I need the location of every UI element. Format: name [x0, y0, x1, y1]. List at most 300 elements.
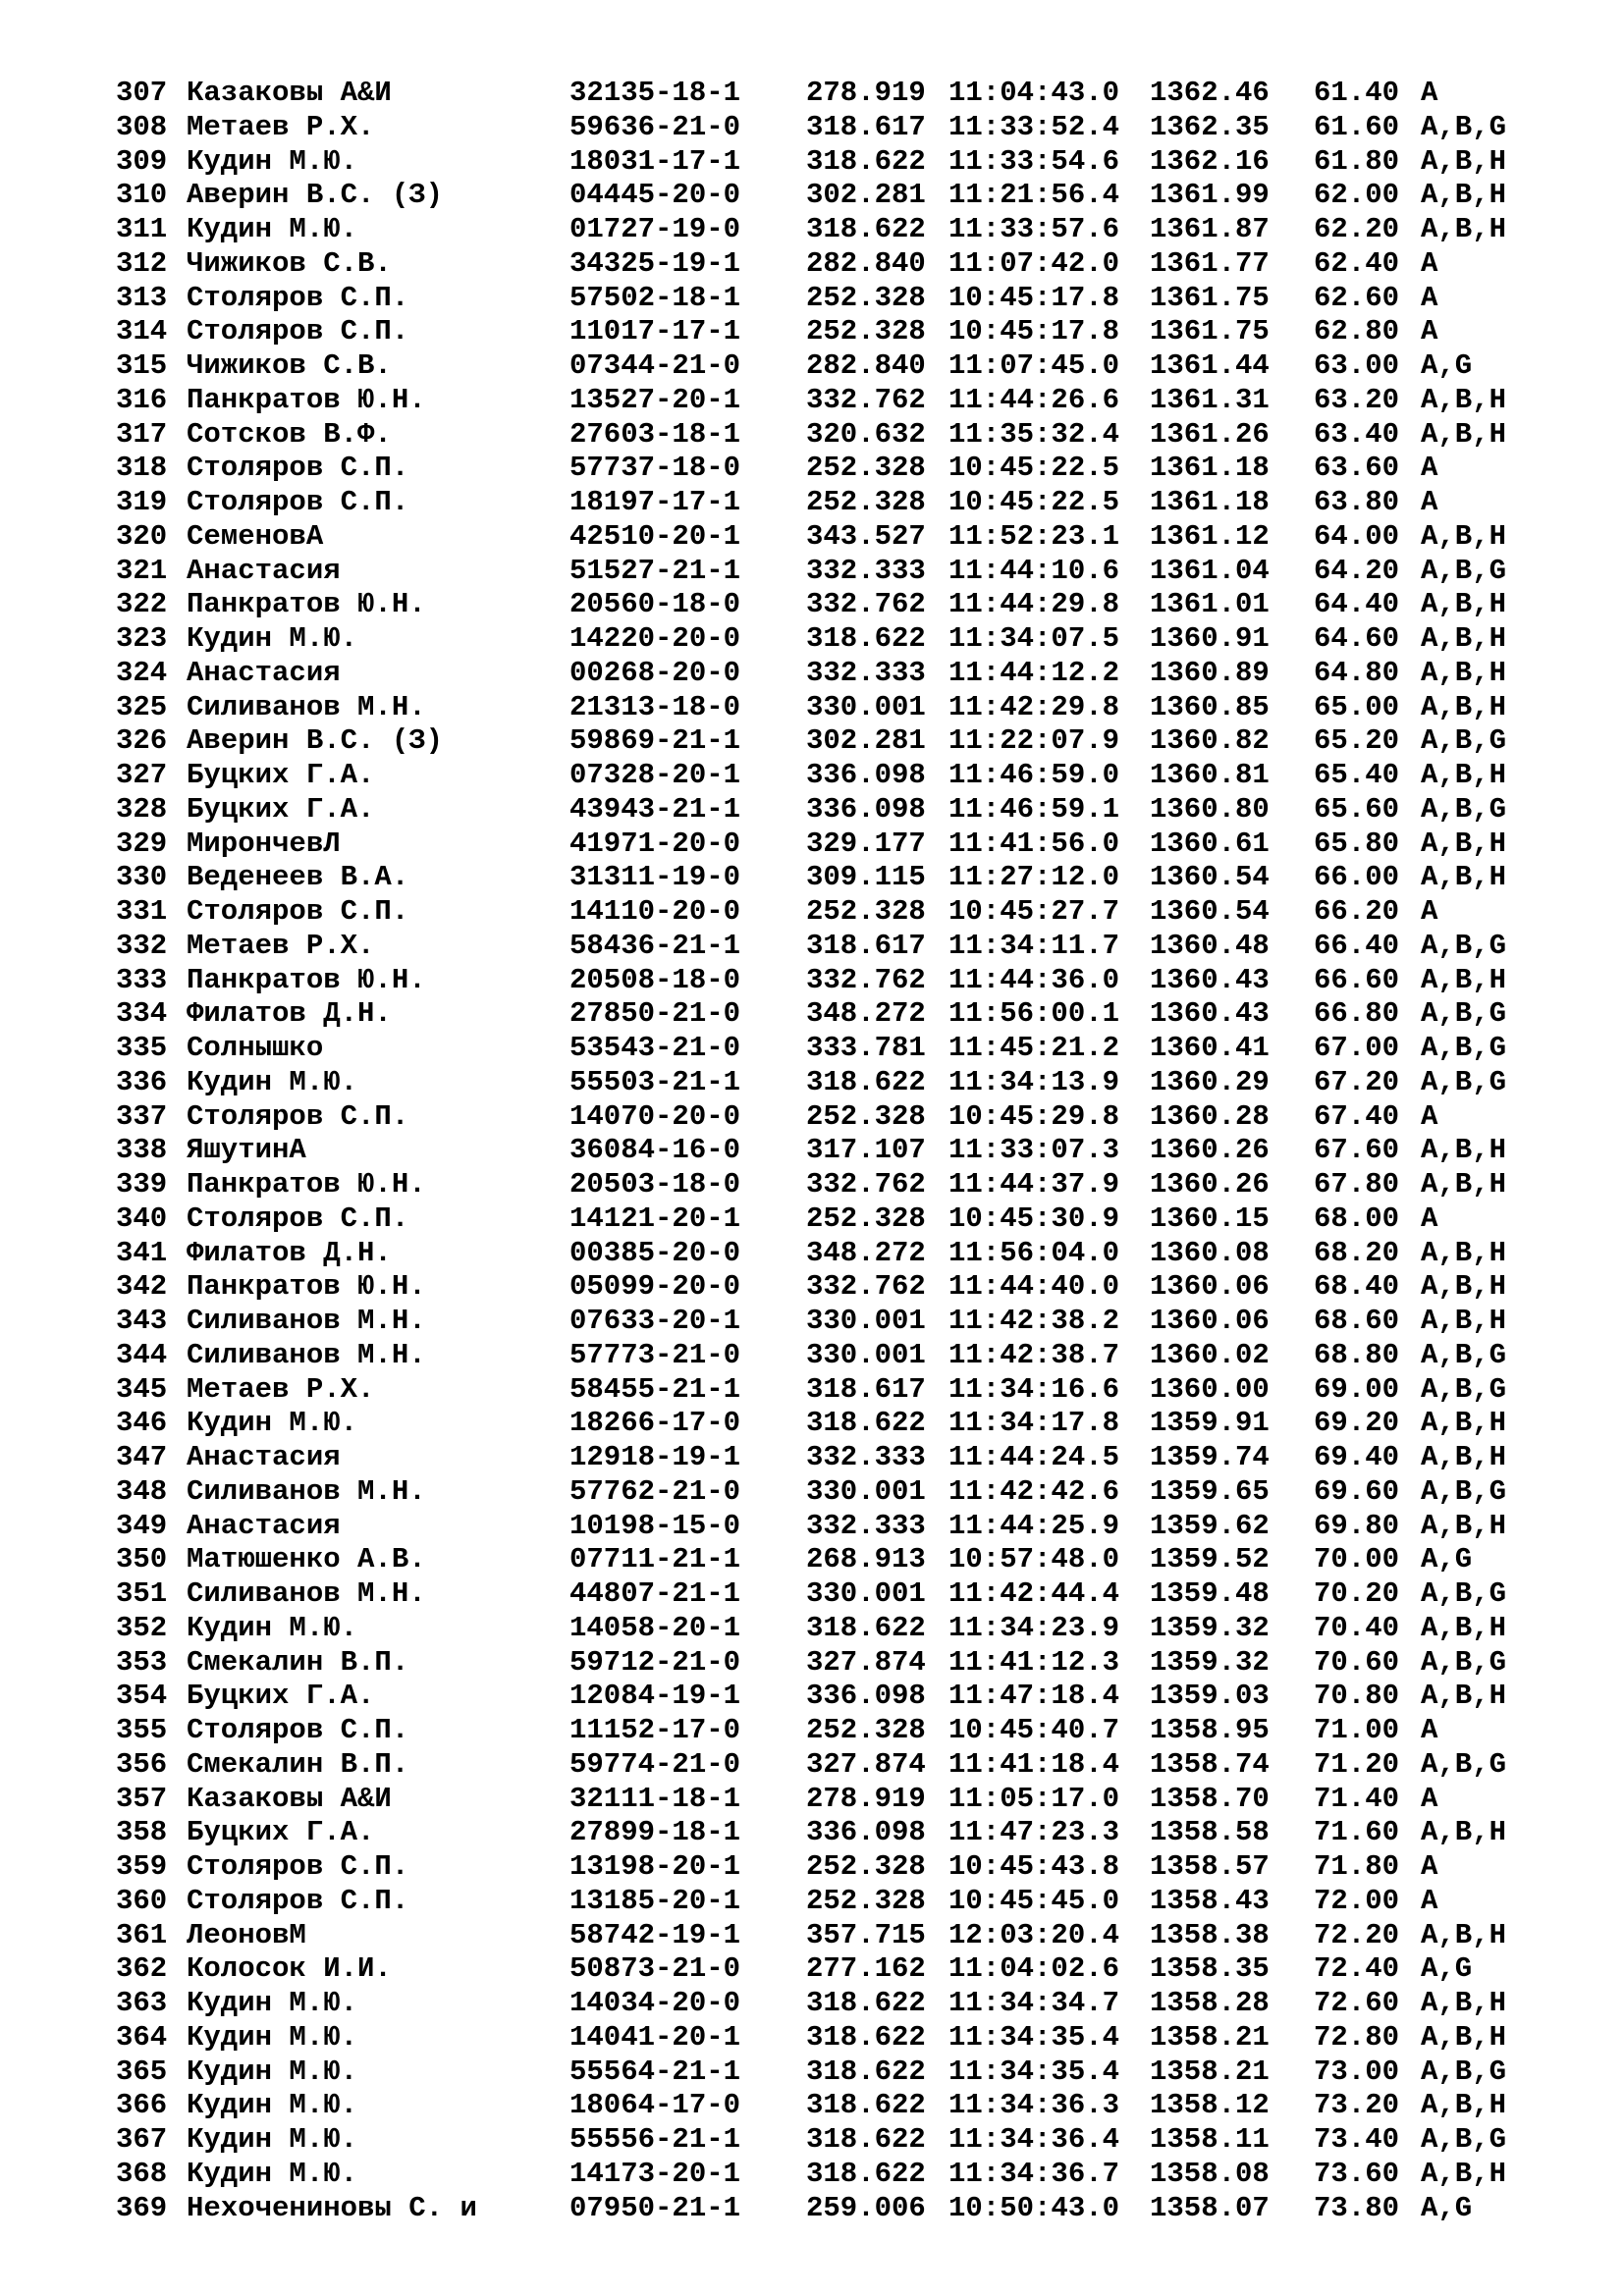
classes: A,B,H — [1421, 656, 1507, 689]
place-number: 360 — [116, 1884, 168, 1917]
classes: A — [1421, 281, 1438, 314]
classes: A,B,H — [1421, 1509, 1507, 1542]
points: 63.20 — [1314, 383, 1400, 416]
distance: 332.762 — [806, 1168, 926, 1201]
place-number: 319 — [116, 486, 168, 518]
speed: 1360.15 — [1150, 1201, 1270, 1235]
place-number: 322 — [116, 588, 168, 621]
distance: 318.622 — [806, 1407, 926, 1440]
arrival-time: 11:34:23.9 — [948, 1611, 1120, 1644]
arrival-time: 11:34:07.5 — [948, 622, 1120, 655]
classes: A,G — [1421, 1952, 1473, 1986]
arrival-time: 11:04:43.0 — [948, 77, 1120, 109]
distance: 332.762 — [806, 963, 926, 996]
speed: 1358.95 — [1150, 1714, 1270, 1746]
place-number: 326 — [116, 724, 168, 758]
ring-number: 01727-19-0 — [569, 213, 741, 245]
fancier-name: Смекалин В.П. — [187, 1747, 409, 1781]
result-row — [0, 1952, 1624, 1987]
ring-number: 58742-19-1 — [569, 1918, 741, 1951]
fancier-name: Анастасия — [187, 1509, 341, 1542]
arrival-time: 11:41:12.3 — [948, 1645, 1120, 1679]
fancier-name: Матюшенко А.В. — [187, 1543, 426, 1576]
arrival-time: 10:45:29.8 — [948, 1099, 1120, 1133]
speed: 1360.89 — [1150, 656, 1270, 689]
result-row — [0, 418, 1624, 453]
points: 68.40 — [1314, 1270, 1400, 1304]
ring-number: 00385-20-0 — [569, 1236, 741, 1269]
result-row — [0, 145, 1624, 180]
result-row — [0, 452, 1624, 486]
fancier-name: Кудин М.Ю. — [187, 1407, 358, 1440]
classes: A,B,G — [1421, 724, 1507, 758]
ring-number: 14070-20-0 — [569, 1099, 741, 1133]
distance: 252.328 — [806, 1850, 926, 1883]
fancier-name: Анастасия — [187, 1441, 341, 1473]
result-row — [0, 622, 1624, 657]
place-number: 355 — [116, 1714, 168, 1746]
speed: 1359.48 — [1150, 1577, 1270, 1610]
ring-number: 07950-21-1 — [569, 2191, 741, 2224]
speed: 1359.62 — [1150, 1509, 1270, 1542]
place-number: 323 — [116, 622, 168, 655]
distance: 348.272 — [806, 1236, 926, 1269]
arrival-time: 12:03:20.4 — [948, 1918, 1120, 1951]
distance: 282.840 — [806, 349, 926, 382]
classes: A,B,H — [1421, 1168, 1507, 1201]
points: 69.00 — [1314, 1372, 1400, 1406]
points: 65.20 — [1314, 724, 1400, 758]
speed: 1360.02 — [1150, 1338, 1270, 1371]
result-row — [0, 520, 1624, 555]
arrival-time: 11:34:35.4 — [948, 2020, 1120, 2054]
ring-number: 00268-20-0 — [569, 656, 741, 689]
arrival-time: 11:52:23.1 — [948, 519, 1120, 553]
speed: 1361.01 — [1150, 588, 1270, 621]
place-number: 364 — [116, 2020, 168, 2054]
points: 69.80 — [1314, 1509, 1400, 1542]
speed: 1360.81 — [1150, 759, 1270, 791]
place-number: 361 — [116, 1918, 168, 1951]
classes: A,B,H — [1421, 759, 1507, 791]
fancier-name: СеменовА — [187, 519, 324, 553]
place-number: 342 — [116, 1270, 168, 1304]
speed: 1360.06 — [1150, 1305, 1270, 1337]
speed: 1358.57 — [1150, 1850, 1270, 1883]
points: 71.00 — [1314, 1714, 1400, 1746]
fancier-name: Кудин М.Ю. — [187, 213, 358, 245]
distance: 357.715 — [806, 1918, 926, 1951]
points: 68.60 — [1314, 1305, 1400, 1337]
points: 67.80 — [1314, 1168, 1400, 1201]
speed: 1360.26 — [1150, 1134, 1270, 1167]
points: 65.60 — [1314, 792, 1400, 826]
distance: 317.107 — [806, 1134, 926, 1167]
classes: A,B,H — [1421, 622, 1507, 655]
fancier-name: Кудин М.Ю. — [187, 2020, 358, 2054]
result-row — [0, 1100, 1624, 1135]
arrival-time: 11:56:04.0 — [948, 1236, 1120, 1269]
points: 70.80 — [1314, 1680, 1400, 1713]
arrival-time: 10:45:45.0 — [948, 1884, 1120, 1917]
ring-number: 57773-21-0 — [569, 1338, 741, 1371]
speed: 1358.58 — [1150, 1816, 1270, 1849]
points: 69.20 — [1314, 1407, 1400, 1440]
ring-number: 59774-21-0 — [569, 1747, 741, 1781]
ring-number: 58436-21-1 — [569, 929, 741, 962]
classes: A,B,H — [1421, 179, 1507, 212]
place-number: 340 — [116, 1201, 168, 1235]
points: 71.80 — [1314, 1850, 1400, 1883]
ring-number: 51527-21-1 — [569, 554, 741, 587]
ring-number: 27603-18-1 — [569, 417, 741, 451]
classes: A — [1421, 1714, 1438, 1746]
result-row — [0, 555, 1624, 589]
classes: A,B,H — [1421, 1236, 1507, 1269]
result-row — [0, 1748, 1624, 1783]
speed: 1360.80 — [1150, 792, 1270, 826]
distance: 330.001 — [806, 1474, 926, 1508]
place-number: 359 — [116, 1850, 168, 1883]
classes: A,B,G — [1421, 2123, 1507, 2156]
points: 73.00 — [1314, 2055, 1400, 2088]
speed: 1358.21 — [1150, 2055, 1270, 2088]
distance: 268.913 — [806, 1543, 926, 1576]
distance: 318.617 — [806, 110, 926, 143]
fancier-name: Метаев Р.Х. — [187, 929, 375, 962]
points: 69.40 — [1314, 1441, 1400, 1473]
arrival-time: 10:45:17.8 — [948, 281, 1120, 314]
result-row — [0, 1441, 1624, 1475]
classes: A,B,H — [1421, 2089, 1507, 2122]
arrival-time: 11:44:25.9 — [948, 1509, 1120, 1542]
arrival-time: 11:42:29.8 — [948, 690, 1120, 723]
speed: 1360.43 — [1150, 997, 1270, 1031]
fancier-name: Столяров С.П. — [187, 315, 409, 348]
place-number: 308 — [116, 110, 168, 143]
fancier-name: Столяров С.П. — [187, 895, 409, 928]
fancier-name: Анастасия — [187, 554, 341, 587]
speed: 1359.52 — [1150, 1543, 1270, 1576]
classes: A — [1421, 1099, 1438, 1133]
distance: 330.001 — [806, 1577, 926, 1610]
classes: A,B,G — [1421, 1065, 1507, 1098]
result-row — [0, 657, 1624, 691]
place-number: 353 — [116, 1645, 168, 1679]
classes: A,B,G — [1421, 1474, 1507, 1508]
points: 65.40 — [1314, 759, 1400, 791]
speed: 1358.21 — [1150, 2020, 1270, 2054]
distance: 332.762 — [806, 588, 926, 621]
classes: A,G — [1421, 349, 1473, 382]
fancier-name: Силиванов М.Н. — [187, 1474, 426, 1508]
classes: A,B,H — [1421, 861, 1507, 894]
speed: 1361.04 — [1150, 554, 1270, 587]
points: 63.40 — [1314, 417, 1400, 451]
speed: 1360.61 — [1150, 827, 1270, 860]
results-list — [0, 77, 1624, 2225]
distance: 302.281 — [806, 724, 926, 758]
speed: 1361.12 — [1150, 519, 1270, 553]
classes: A — [1421, 895, 1438, 928]
points: 62.40 — [1314, 246, 1400, 280]
place-number: 347 — [116, 1441, 168, 1473]
result-row — [0, 828, 1624, 862]
ring-number: 05099-20-0 — [569, 1270, 741, 1304]
fancier-name: Аверин В.С. (З) — [187, 724, 444, 758]
ring-number: 32135-18-1 — [569, 77, 741, 109]
classes: A — [1421, 1884, 1438, 1917]
result-row — [0, 486, 1624, 520]
fancier-name: Панкратов Ю.Н. — [187, 1168, 426, 1201]
classes: A,B,H — [1421, 383, 1507, 416]
classes: A,B,H — [1421, 213, 1507, 245]
points: 72.00 — [1314, 1884, 1400, 1917]
distance: 318.617 — [806, 1372, 926, 1406]
ring-number: 07344-21-0 — [569, 349, 741, 382]
classes: A — [1421, 315, 1438, 348]
distance: 332.333 — [806, 656, 926, 689]
arrival-time: 11:34:11.7 — [948, 929, 1120, 962]
classes: A,B,G — [1421, 1645, 1507, 1679]
classes: A,B,H — [1421, 144, 1507, 178]
classes: A,B,H — [1421, 1816, 1507, 1849]
distance: 252.328 — [806, 1201, 926, 1235]
classes: A,B,H — [1421, 1270, 1507, 1304]
ring-number: 57737-18-0 — [569, 452, 741, 485]
arrival-time: 11:44:40.0 — [948, 1270, 1120, 1304]
speed: 1360.85 — [1150, 690, 1270, 723]
classes: A,B,G — [1421, 554, 1507, 587]
points: 63.60 — [1314, 452, 1400, 485]
arrival-time: 11:41:18.4 — [948, 1747, 1120, 1781]
fancier-name: Филатов Д.Н. — [187, 997, 392, 1031]
ring-number: 59869-21-1 — [569, 724, 741, 758]
fancier-name: Панкратов Ю.Н. — [187, 1270, 426, 1304]
points: 67.20 — [1314, 1065, 1400, 1098]
result-row — [0, 2056, 1624, 2090]
ring-number: 31311-19-0 — [569, 861, 741, 894]
points: 71.40 — [1314, 1782, 1400, 1815]
ring-number: 21313-18-0 — [569, 690, 741, 723]
place-number: 324 — [116, 656, 168, 689]
speed: 1359.32 — [1150, 1645, 1270, 1679]
arrival-time: 10:45:22.5 — [948, 486, 1120, 518]
speed: 1358.28 — [1150, 1987, 1270, 2019]
place-number: 331 — [116, 895, 168, 928]
distance: 336.098 — [806, 792, 926, 826]
place-number: 309 — [116, 144, 168, 178]
points: 72.40 — [1314, 1952, 1400, 1986]
distance: 252.328 — [806, 486, 926, 518]
classes: A — [1421, 1782, 1438, 1815]
arrival-time: 11:22:07.9 — [948, 724, 1120, 758]
result-row — [0, 2123, 1624, 2158]
classes: A,B,H — [1421, 1305, 1507, 1337]
result-row — [0, 2192, 1624, 2226]
speed: 1360.82 — [1150, 724, 1270, 758]
result-row — [0, 1816, 1624, 1850]
points: 73.60 — [1314, 2157, 1400, 2190]
distance: 252.328 — [806, 1884, 926, 1917]
place-number: 344 — [116, 1338, 168, 1371]
distance: 318.617 — [806, 929, 926, 962]
place-number: 362 — [116, 1952, 168, 1986]
classes: A,B,G — [1421, 1338, 1507, 1371]
speed: 1358.08 — [1150, 2157, 1270, 2190]
fancier-name: Чижиков С.В. — [187, 246, 392, 280]
result-row — [0, 1237, 1624, 1271]
result-row — [0, 1305, 1624, 1339]
fancier-name: Буцких Г.А. — [187, 759, 375, 791]
distance: 330.001 — [806, 1305, 926, 1337]
classes: A — [1421, 1850, 1438, 1883]
points: 62.60 — [1314, 281, 1400, 314]
points: 72.80 — [1314, 2020, 1400, 2054]
distance: 252.328 — [806, 1714, 926, 1746]
speed: 1358.38 — [1150, 1918, 1270, 1951]
speed: 1359.32 — [1150, 1611, 1270, 1644]
classes: A — [1421, 452, 1438, 485]
classes: A,B,H — [1421, 588, 1507, 621]
arrival-time: 11:44:29.8 — [948, 588, 1120, 621]
distance: 318.622 — [806, 2123, 926, 2156]
place-number: 348 — [116, 1474, 168, 1508]
result-row — [0, 2089, 1624, 2123]
distance: 278.919 — [806, 77, 926, 109]
fancier-name: МирончевЛ — [187, 827, 341, 860]
fancier-name: ЛеоновМ — [187, 1918, 306, 1951]
result-row — [0, 1373, 1624, 1408]
speed: 1361.87 — [1150, 213, 1270, 245]
ring-number: 20503-18-0 — [569, 1168, 741, 1201]
points: 64.20 — [1314, 554, 1400, 587]
place-number: 313 — [116, 281, 168, 314]
arrival-time: 11:27:12.0 — [948, 861, 1120, 894]
speed: 1361.75 — [1150, 281, 1270, 314]
result-row — [0, 384, 1624, 418]
classes: A,B,H — [1421, 1134, 1507, 1167]
points: 63.00 — [1314, 349, 1400, 382]
speed: 1361.18 — [1150, 486, 1270, 518]
fancier-name: Столяров С.П. — [187, 1201, 409, 1235]
points: 72.20 — [1314, 1918, 1400, 1951]
ring-number: 07633-20-1 — [569, 1305, 741, 1337]
result-row — [0, 964, 1624, 998]
fancier-name: Панкратов Ю.Н. — [187, 588, 426, 621]
arrival-time: 11:44:37.9 — [948, 1168, 1120, 1201]
points: 67.00 — [1314, 1032, 1400, 1064]
points: 70.40 — [1314, 1611, 1400, 1644]
result-row — [0, 759, 1624, 793]
result-row — [0, 315, 1624, 349]
distance: 332.762 — [806, 1270, 926, 1304]
speed: 1358.43 — [1150, 1884, 1270, 1917]
ring-number: 14220-20-0 — [569, 622, 741, 655]
points: 66.20 — [1314, 895, 1400, 928]
distance: 336.098 — [806, 1680, 926, 1713]
ring-number: 18064-17-0 — [569, 2089, 741, 2122]
distance: 318.622 — [806, 2055, 926, 2088]
distance: 282.840 — [806, 246, 926, 280]
result-row — [0, 1134, 1624, 1168]
place-number: 328 — [116, 792, 168, 826]
speed: 1360.54 — [1150, 895, 1270, 928]
fancier-name: Аверин В.С. (З) — [187, 179, 444, 212]
speed: 1360.43 — [1150, 963, 1270, 996]
place-number: 366 — [116, 2089, 168, 2122]
points: 62.00 — [1314, 179, 1400, 212]
speed: 1362.35 — [1150, 110, 1270, 143]
fancier-name: Анастасия — [187, 656, 341, 689]
place-number: 341 — [116, 1236, 168, 1269]
fancier-name: Казаковы А&И — [187, 1782, 392, 1815]
result-row — [0, 1714, 1624, 1748]
arrival-time: 11:33:52.4 — [948, 110, 1120, 143]
place-number: 307 — [116, 77, 168, 109]
place-number: 315 — [116, 349, 168, 382]
place-number: 346 — [116, 1407, 168, 1440]
result-row — [0, 1475, 1624, 1510]
ring-number: 12918-19-1 — [569, 1441, 741, 1473]
speed: 1361.31 — [1150, 383, 1270, 416]
arrival-time: 11:44:36.0 — [948, 963, 1120, 996]
fancier-name: Сотсков В.Ф. — [187, 417, 392, 451]
points: 68.80 — [1314, 1338, 1400, 1371]
result-row — [0, 724, 1624, 759]
result-row — [0, 1885, 1624, 1919]
points: 64.00 — [1314, 519, 1400, 553]
distance: 330.001 — [806, 690, 926, 723]
ring-number: 36084-16-0 — [569, 1134, 741, 1167]
ring-number: 44807-21-1 — [569, 1577, 741, 1610]
speed: 1360.28 — [1150, 1099, 1270, 1133]
points: 73.20 — [1314, 2089, 1400, 2122]
fancier-name: Метаев Р.Х. — [187, 110, 375, 143]
arrival-time: 10:57:48.0 — [948, 1543, 1120, 1576]
ring-number: 14173-20-1 — [569, 2157, 741, 2190]
distance: 252.328 — [806, 895, 926, 928]
ring-number: 55503-21-1 — [569, 1065, 741, 1098]
points: 73.80 — [1314, 2191, 1400, 2224]
place-number: 345 — [116, 1372, 168, 1406]
place-number: 333 — [116, 963, 168, 996]
arrival-time: 11:44:10.6 — [948, 554, 1120, 587]
points: 61.80 — [1314, 144, 1400, 178]
ring-number: 55556-21-1 — [569, 2123, 741, 2156]
classes: A — [1421, 77, 1438, 109]
distance: 332.762 — [806, 383, 926, 416]
result-row — [0, 213, 1624, 247]
points: 64.80 — [1314, 656, 1400, 689]
arrival-time: 10:45:43.8 — [948, 1850, 1120, 1883]
speed: 1359.74 — [1150, 1441, 1270, 1473]
fancier-name: Кудин М.Ю. — [187, 2123, 358, 2156]
ring-number: 43943-21-1 — [569, 792, 741, 826]
points: 61.40 — [1314, 77, 1400, 109]
ring-number: 32111-18-1 — [569, 1782, 741, 1815]
arrival-time: 11:46:59.0 — [948, 759, 1120, 791]
classes: A,B,H — [1421, 690, 1507, 723]
speed: 1358.11 — [1150, 2123, 1270, 2156]
ring-number: 27899-18-1 — [569, 1816, 741, 1849]
place-number: 321 — [116, 554, 168, 587]
classes: A,B,G — [1421, 1372, 1507, 1406]
ring-number: 20560-18-0 — [569, 588, 741, 621]
classes: A — [1421, 1201, 1438, 1235]
ring-number: 59712-21-0 — [569, 1645, 741, 1679]
result-row — [0, 1646, 1624, 1681]
